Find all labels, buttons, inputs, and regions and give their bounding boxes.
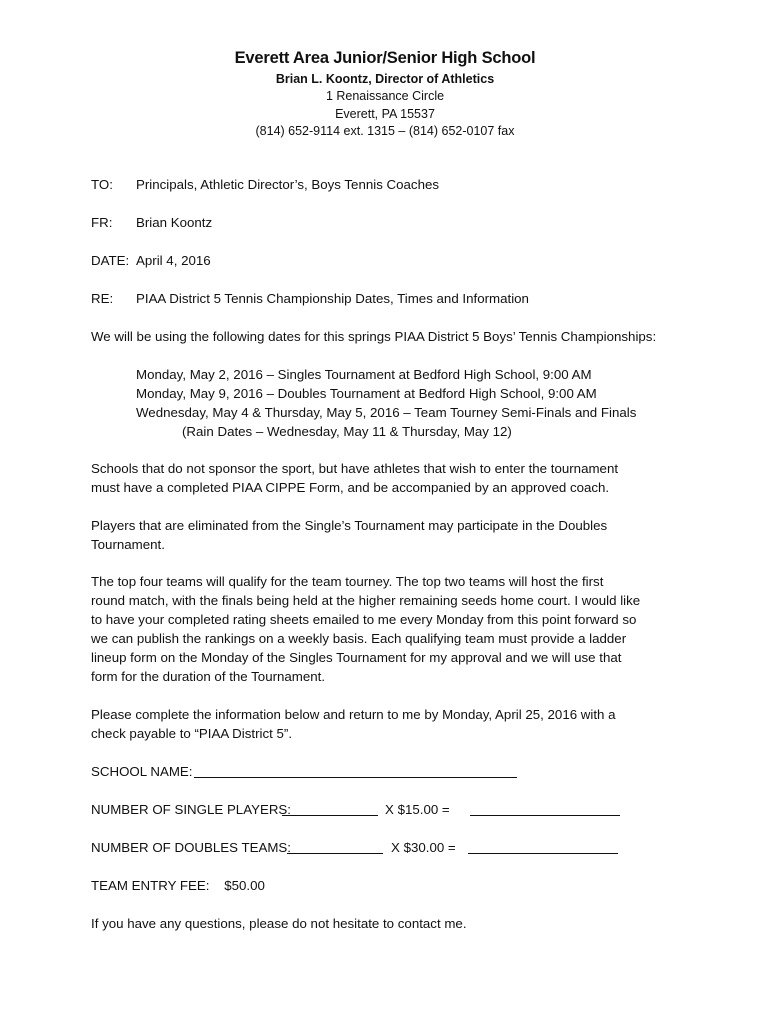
memo-re-value: PIAA District 5 Tennis Championship Dates, Times and Information: [136, 291, 529, 306]
singles-rate: X $15.00 =: [385, 802, 450, 817]
memo-from-value: Brian Koontz: [136, 215, 213, 230]
intro-text: We will be using the following dates for this springs PIAA District 5 Boys’ Tennis Championships:: [91, 329, 657, 344]
paragraph-1-line-1: Schools that do not sponsor the sport, but have athletes that wish to enter the tournament: [91, 461, 619, 476]
memo-from: [91, 213, 212, 232]
letterhead: [0, 47, 770, 141]
school-name-label: SCHOOL NAME:: [91, 764, 193, 779]
singles-label: NUMBER OF SINGLE PLAYERS:: [91, 802, 291, 817]
paragraph-3-line-5: lineup form on the Monday of the Singles Tournament for my approval and we will use that: [91, 650, 622, 665]
paragraph-3-line-1: The top four teams will qualify for the team tourney. The top two teams will host the first: [91, 574, 604, 589]
memo-to-value: Principals, Athletic Director’s, Boys Tennis Coaches: [136, 177, 440, 192]
team-entry-fee: [91, 876, 265, 895]
doubles-label: NUMBER OF DOUBLES TEAMS:: [91, 840, 291, 855]
memo-re: [91, 289, 529, 308]
singles-total-field[interactable]: [470, 815, 620, 816]
memo-to: [91, 175, 439, 194]
memo-date-value: April 4, 2016: [136, 253, 211, 268]
schedule-doubles: Monday, May 9, 2016 – Doubles Tournament at Bedford High School, 9:00 AM: [136, 386, 597, 401]
address-line-1: 1 Renaissance Circle: [325, 89, 445, 103]
paragraph-3-line-6: form for the duration of the Tournament.: [91, 669, 326, 684]
doubles-total-field[interactable]: [468, 853, 618, 854]
schedule-singles: Monday, May 2, 2016 – Singles Tournament at Bedford High School, 9:00 AM: [136, 367, 592, 382]
school-title: Everett Area Junior/Senior High School: [234, 49, 536, 67]
director-line: Brian L. Koontz, Director of Athletics: [275, 72, 495, 86]
paragraph-2-line-1: Players that are eliminated from the Single’s Tournament may participate in the Doubles: [91, 518, 608, 533]
paragraph-1-line-2: must have a completed PIAA CIPPE Form, and be accompanied by an approved coach.: [91, 480, 610, 495]
paragraph-3-line-2: round match, with the finals being held at the higher remaining seeds home court. I would like: [91, 593, 641, 608]
doubles-rate: X $30.00 =: [391, 840, 456, 855]
schedule-team: Wednesday, May 4 & Thursday, May 5, 2016 – Team Tourney Semi-Finals and Finals: [136, 405, 637, 420]
paragraph-2-line-2: Tournament.: [91, 537, 165, 552]
paragraph-3-line-4: we can publish the rankings on a weekly basis. Each qualifying team must provide a ladder: [91, 631, 627, 646]
school-name-field[interactable]: [194, 777, 517, 778]
closing-text: If you have any questions, please do not hesitate to contact me.: [91, 916, 467, 931]
paragraph-3-line-3: to have your completed rating sheets emailed to me every Monday from this point forward so: [91, 612, 637, 627]
memo-re-label: RE:: [91, 291, 114, 306]
schedule-rain-dates: (Rain Dates – Wednesday, May 11 & Thursday, May 12): [182, 424, 512, 439]
memo-date-label: DATE:: [91, 253, 130, 268]
memo-from-label: FR:: [91, 215, 113, 230]
address-line-2: Everett, PA 15537: [335, 106, 435, 121]
phone-line: (814) 652-9114 ext. 1315 – (814) 652-0107 fax: [255, 124, 515, 138]
doubles-count-field[interactable]: [287, 853, 383, 854]
singles-count-field[interactable]: [282, 815, 378, 816]
team-entry-fee-value: $50.00: [224, 878, 265, 893]
paragraph-4-line-2: check payable to “PIAA District 5”.: [91, 726, 293, 741]
memo-date: [91, 251, 211, 270]
team-entry-fee-label: TEAM ENTRY FEE:: [91, 878, 210, 893]
paragraph-4-line-1: Please complete the information below and return to me by Monday, April 25, 2016 with a: [91, 707, 616, 722]
memo-to-label: TO:: [91, 177, 113, 192]
